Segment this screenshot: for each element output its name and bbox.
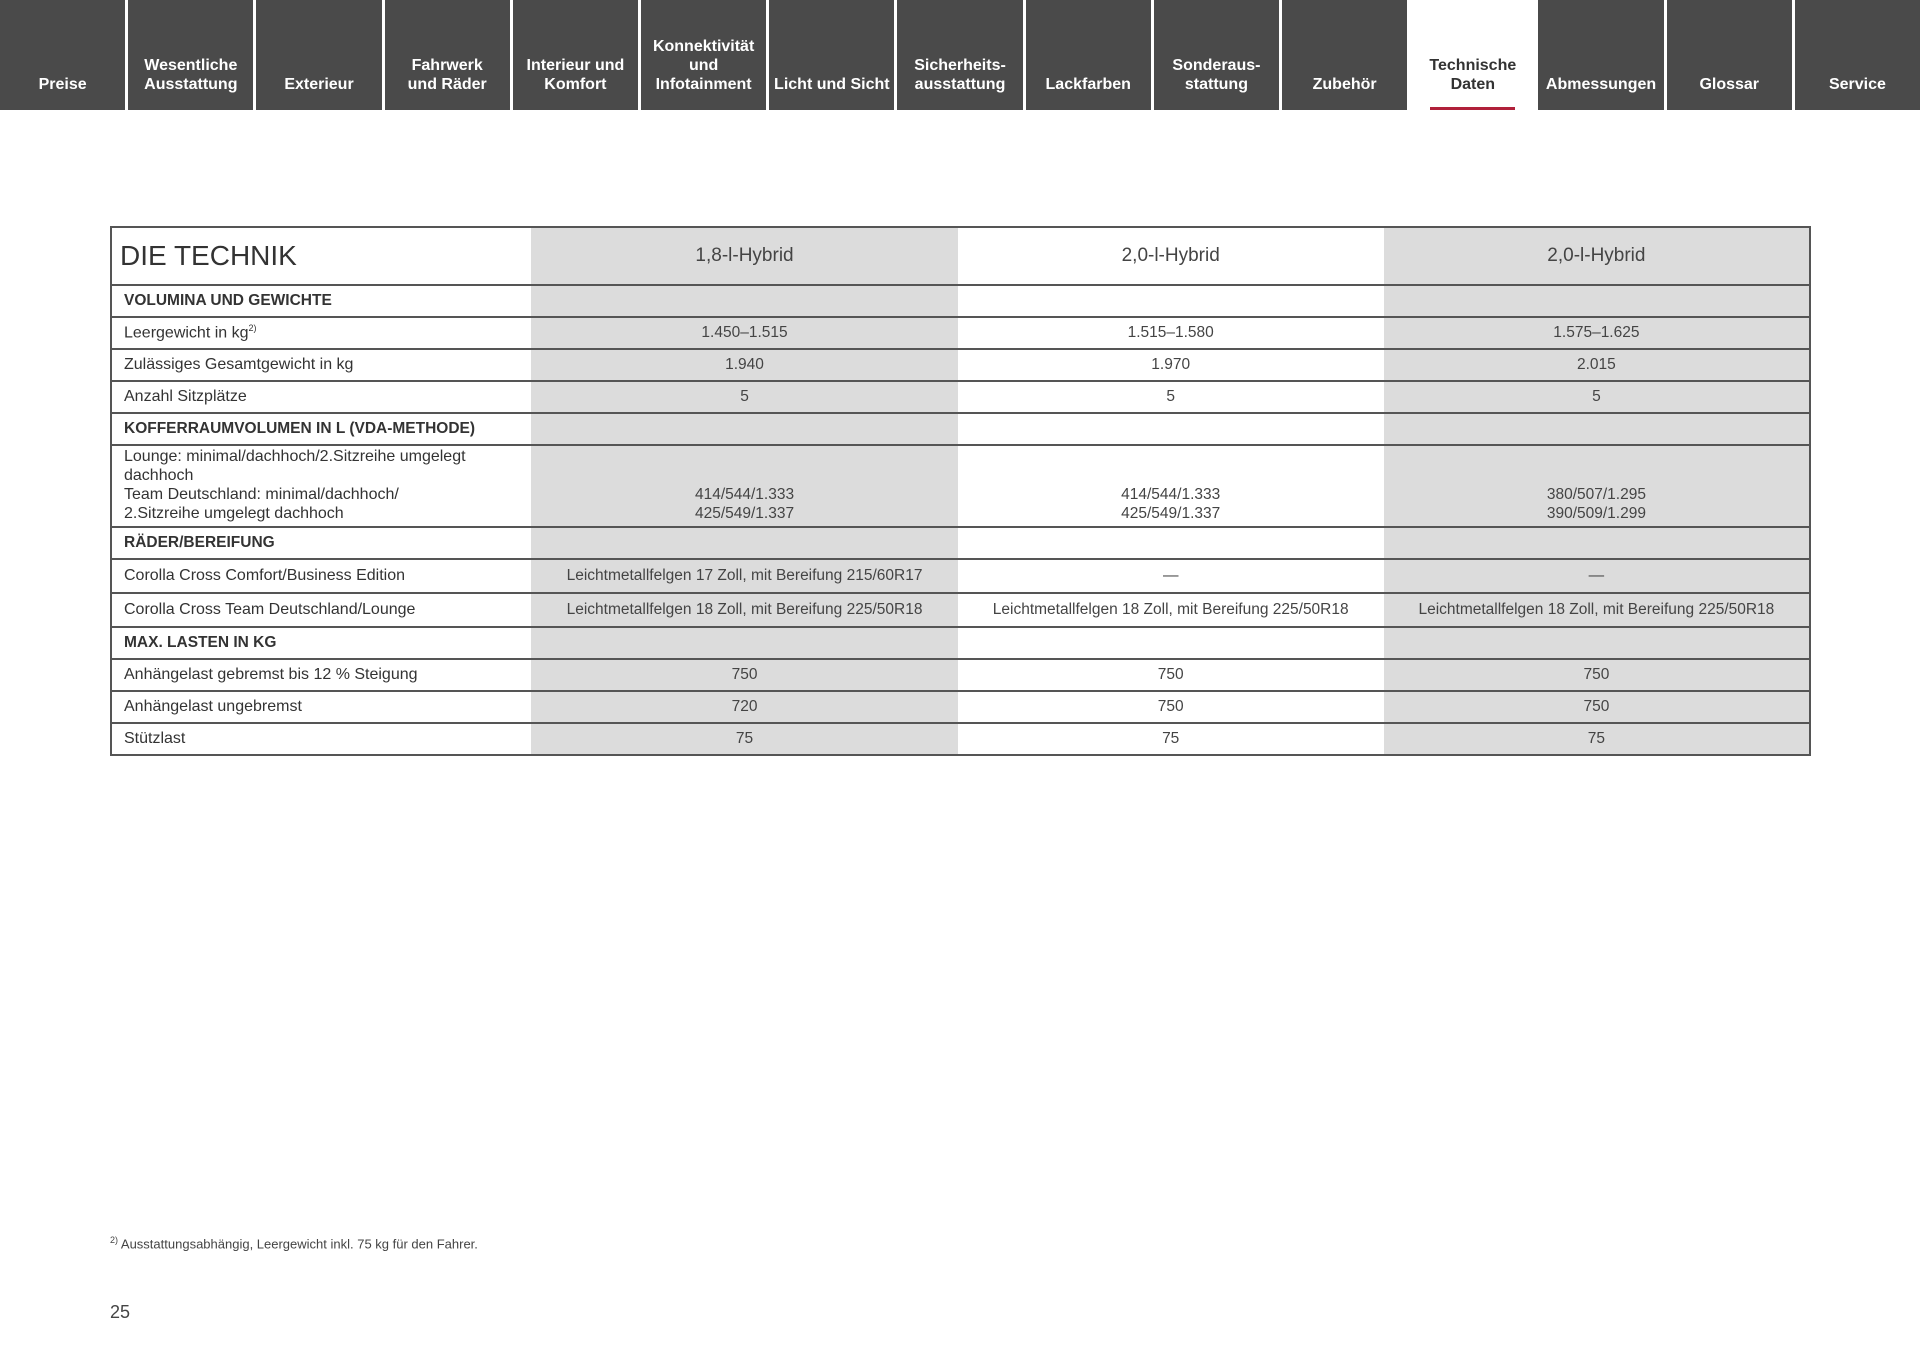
nav-tab[interactable]: Lackfarben bbox=[1026, 0, 1151, 110]
cell-value: 750 bbox=[958, 691, 1384, 723]
cell-value: 75 bbox=[958, 723, 1384, 755]
cell-value bbox=[1384, 627, 1810, 659]
cell-value: 5 bbox=[958, 381, 1384, 413]
cell-value: Leichtmetallfelgen 18 Zoll, mit Bereifung 225/50R18 bbox=[531, 593, 957, 627]
cell-value: 1.450–1.515 bbox=[531, 317, 957, 349]
cell-value: — bbox=[958, 559, 1384, 593]
row-label bbox=[111, 381, 531, 413]
row-label bbox=[111, 723, 531, 755]
table-row bbox=[111, 559, 1810, 593]
row-label bbox=[111, 593, 531, 627]
section-row bbox=[111, 413, 1810, 445]
cell-value bbox=[958, 413, 1384, 445]
row-label-text: Anhängelast ungebremst bbox=[124, 698, 302, 715]
cell-value bbox=[958, 527, 1384, 559]
cell-value bbox=[958, 285, 1384, 317]
row-label-text: Anhängelast gebremst bis 12 % Steigung bbox=[124, 666, 418, 683]
row-label-text: Lounge: minimal/dachhoch/2.Sitzreihe umgelegt dachhoch Team Deutschland: minimal/dachhoch/ 2.Sitzreihe umgelegt dachhoch bbox=[124, 448, 466, 522]
nav-tab[interactable]: Fahrwerk und Räder bbox=[385, 0, 510, 110]
cell-value: 750 bbox=[958, 659, 1384, 691]
row-label-text: Zulässiges Gesamtgewicht in kg bbox=[124, 356, 354, 373]
row-label bbox=[111, 349, 531, 381]
row-label bbox=[111, 285, 531, 317]
nav-tab[interactable]: Zubehör bbox=[1282, 0, 1407, 110]
footnote-ref: 2) bbox=[248, 323, 257, 334]
cell-value: 5 bbox=[1384, 381, 1810, 413]
cell-value bbox=[1384, 413, 1810, 445]
row-label-text: VOLUMINA UND GEWICHTE bbox=[124, 292, 332, 309]
cell-value bbox=[531, 527, 957, 559]
row-label-text: Stützlast bbox=[124, 730, 186, 747]
table-title: DIE TECHNIK bbox=[111, 227, 531, 285]
nav-tab[interactable]: Konnektivität und Infotainment bbox=[641, 0, 766, 110]
page-number: 25 bbox=[110, 1302, 131, 1322]
cell-value: Leichtmetallfelgen 17 Zoll, mit Bereifung 215/60R17 bbox=[531, 559, 957, 593]
cell-value: 750 bbox=[1384, 659, 1810, 691]
row-label bbox=[111, 659, 531, 691]
cell-value: 75 bbox=[1384, 723, 1810, 755]
section-nav bbox=[0, 0, 1920, 110]
row-label-text: RÄDER/BEREIFUNG bbox=[124, 534, 275, 551]
row-label bbox=[111, 527, 531, 559]
cell-value: 414/544/1.333 425/549/1.337 bbox=[531, 445, 957, 527]
footnote bbox=[110, 1235, 478, 1251]
cell-value: 1.940 bbox=[531, 349, 957, 381]
cell-value bbox=[531, 413, 957, 445]
footnote-mark: 2) bbox=[110, 1235, 119, 1245]
table-row bbox=[111, 381, 1810, 413]
nav-tab[interactable]: Technische Daten bbox=[1410, 0, 1535, 110]
cell-value bbox=[531, 285, 957, 317]
cell-value: 414/544/1.333 425/549/1.337 bbox=[958, 445, 1384, 527]
cell-value: — bbox=[1384, 559, 1810, 593]
cell-value: 1.515–1.580 bbox=[958, 317, 1384, 349]
cell-value bbox=[1384, 285, 1810, 317]
table-row bbox=[111, 317, 1810, 349]
row-label-text: MAX. LASTEN IN KG bbox=[124, 634, 277, 651]
tech-data-table bbox=[110, 226, 1811, 756]
row-label bbox=[111, 445, 531, 527]
row-label-text: Leergewicht in kg bbox=[124, 324, 249, 342]
nav-tab[interactable]: Sonderaus- stattung bbox=[1154, 0, 1279, 110]
column-header: 2,0-l-Hybrid bbox=[958, 227, 1384, 285]
row-label bbox=[111, 317, 531, 349]
cell-value: 2.015 bbox=[1384, 349, 1810, 381]
cell-value: 1.970 bbox=[958, 349, 1384, 381]
table-row bbox=[111, 659, 1810, 691]
cell-value bbox=[1384, 527, 1810, 559]
cell-value bbox=[531, 627, 957, 659]
row-label bbox=[111, 627, 531, 659]
footnote-text: Ausstattungsabhängig, Leergewicht inkl. 75 kg für den Fahrer. bbox=[118, 1236, 478, 1252]
table-row bbox=[111, 723, 1810, 755]
cell-value: 5 bbox=[531, 381, 957, 413]
cell-value bbox=[958, 627, 1384, 659]
row-label-text: Corolla Cross Team Deutschland/Lounge bbox=[124, 601, 416, 618]
table-row bbox=[111, 445, 1810, 527]
section-row bbox=[111, 285, 1810, 317]
nav-tab[interactable]: Sicherheits- ausstattung bbox=[897, 0, 1022, 110]
nav-tab[interactable]: Licht und Sicht bbox=[769, 0, 894, 110]
nav-tab[interactable]: Exterieur bbox=[256, 0, 381, 110]
table-header-row bbox=[111, 227, 1810, 285]
nav-tab[interactable]: Glossar bbox=[1667, 0, 1792, 110]
cell-value: 380/507/1.295 390/509/1.299 bbox=[1384, 445, 1810, 527]
cell-value: Leichtmetallfelgen 18 Zoll, mit Bereifung 225/50R18 bbox=[1384, 593, 1810, 627]
nav-tab[interactable]: Interieur und Komfort bbox=[513, 0, 638, 110]
column-header: 1,8-l-Hybrid bbox=[531, 227, 957, 285]
column-header: 2,0-l-Hybrid bbox=[1384, 227, 1810, 285]
row-label bbox=[111, 559, 531, 593]
row-label-text: Anzahl Sitzplätze bbox=[124, 388, 247, 405]
row-label-text: Corolla Cross Comfort/Business Edition bbox=[124, 567, 405, 584]
nav-tab[interactable]: Preise bbox=[0, 0, 125, 110]
cell-value: 75 bbox=[531, 723, 957, 755]
table-row bbox=[111, 593, 1810, 627]
table-row bbox=[111, 691, 1810, 723]
row-label bbox=[111, 691, 531, 723]
table-row bbox=[111, 349, 1810, 381]
nav-tab[interactable]: Service bbox=[1795, 0, 1920, 110]
nav-tab[interactable]: Wesentliche Ausstattung bbox=[128, 0, 253, 110]
cell-value: 750 bbox=[1384, 691, 1810, 723]
cell-value: 750 bbox=[531, 659, 957, 691]
cell-value: 720 bbox=[531, 691, 957, 723]
row-label bbox=[111, 413, 531, 445]
cell-value: Leichtmetallfelgen 18 Zoll, mit Bereifung 225/50R18 bbox=[958, 593, 1384, 627]
row-label-text: KOFFERRAUMVOLUMEN IN L (VDA-METHODE) bbox=[124, 420, 476, 437]
section-row bbox=[111, 627, 1810, 659]
nav-tab[interactable]: Abmessungen bbox=[1538, 0, 1663, 110]
cell-value: 1.575–1.625 bbox=[1384, 317, 1810, 349]
section-row bbox=[111, 527, 1810, 559]
